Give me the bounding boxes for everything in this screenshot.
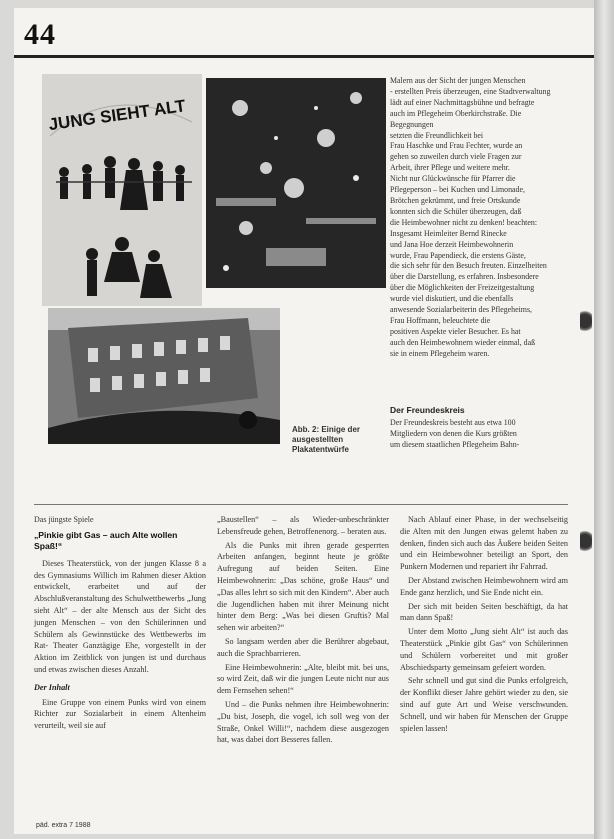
section-heading-freundeskreis: Der Freundeskreis	[390, 405, 465, 415]
paragraph: So langsam werden aber die Berührer abgebaut, auch die Sprachbarrieren.	[217, 636, 389, 658]
bottom-column-2	[217, 514, 389, 748]
text-line: anwesende Sozialarbeiterin des Pflegeheims,	[390, 305, 532, 315]
binder-clip-icon	[580, 528, 592, 554]
text-line: setzten die Freundlichkeit bei	[390, 130, 484, 140]
paragraph: Nach Ablauf einer Phase, in der wechselseitig die Alten mit den Jungen etwas gelernt haben zu denken, finden sich auch das Äußere beiden Seiten und ein Heimbewohner beteiligt an Sport, den Punkern Modernen und repariert ihr Fahrrad.	[400, 515, 568, 572]
text-line: die sich sehr für den Besuch freuten. Einzelheiten	[390, 261, 547, 271]
paragraph: Eine Heimbewohnerin: „Alte, bleibt mit. bei uns, so wird Zeit, daß wir die jungen Leute nicht nur aus dem Fernsehen sehen!“	[217, 662, 389, 696]
paragraph: „Baustellen“ – als Wieder-unbeschränkter Lebensfreude gehen, Betroffenenorg. – beraten aus.	[217, 515, 389, 536]
poster-title-text: JUNG SIEHT ALT	[47, 96, 187, 135]
paragraph: Als die Punks mit ihren gerade gesperrten Arbeiten anfangen, beginnt heute je größte Aufregung auf beiden Seiten. Eine Heimbewohnerin: „Das schöne, große Haus“ und „Das alles lehrt so sich mit den Kindern“. Aber auch die Jugendlichen haben mit ihrer Meinung nicht hinter dem Berg: „Was bei diesen Gruftis? Mal sehen wir arbeiten?“	[217, 540, 389, 633]
text-line: auch im Pflegeheim Oberkirchstraße. Die Begegnungen	[390, 108, 522, 129]
paragraph: Der sich mit beiden Seiten beschäftigt, da hat man dann Spaß!	[400, 601, 568, 623]
bottom-column-1	[34, 514, 206, 734]
text-line: wurde, Frau Papendieck, die erstens Gäste,	[390, 250, 526, 260]
text-line: konnten sich die Schüler überzeugen, daß	[390, 206, 522, 216]
text-line: über die Möglichkeiten der Freizeitgestaltung	[390, 283, 535, 293]
text-line: positiven Aspekte vieler Besucher. Es hat	[390, 326, 521, 336]
subheading-der-inhalt: Der Inhalt	[34, 682, 70, 692]
text-line: Frau Haschke und Frau Fechter, wurde an	[390, 141, 523, 151]
column-kicker: Das jüngste Spiele	[34, 515, 94, 524]
text-line: über die Darstellung, es erfahren. Insbesondere	[390, 272, 539, 282]
text-line: und Jana Hoe derzeit Heimbewohnerin	[390, 239, 514, 249]
freundeskreis-text	[390, 418, 566, 451]
paragraph: Der Abstand zwischen Heimbewohnern wird am Ende ganz herzlich, und Sie Ende nicht ein.	[400, 575, 568, 597]
text-line: Insgesamt Heimleiter Bernd Rinecke	[390, 228, 507, 238]
poster-image-building	[48, 308, 280, 444]
text-line: Brötchen gekrümmt, und freie Ortskunde	[390, 195, 521, 205]
text-line: Arbeit, ihrer Pflege und weitere mehr.	[390, 163, 510, 173]
text-line: Malern aus der Sicht der jungen Menschen	[390, 76, 526, 85]
poster-image-jung-sieht-alt	[42, 74, 202, 306]
paragraph: Unter dem Motto „Jung sieht Alt“ ist auch das Theaterstück „Pinkie gibt Gas“ von Schülerinnen und Schülern vorbereitet und mit großer Abschiedsparty gemeinsam gefeiert worden.	[400, 627, 568, 672]
text-line: die Heimbewohner nicht zu denken! beachten:	[390, 217, 538, 227]
text-line: lädt auf einer Nachmittagsbühne und befragte	[390, 97, 535, 107]
text-line: Pflegeperson – bei Kuchen und Limonade,	[390, 185, 525, 195]
paragraph: Sehr schnell und gut sind die Punks erfolgreich, der Konflikt dieser Jahre gehört wieder zu den, sie sind auf gute Art und Weise verschwunden. Schnell, und wir haben für Menschen der Gruppe spielen lassen!	[400, 676, 568, 733]
text-line: - erstellten Preis überzeugen, eine Stadtverwaltung	[390, 86, 551, 96]
scan-edge	[594, 0, 614, 839]
text-line: sie in einem Pflegeheim waren.	[390, 348, 490, 358]
header-rule	[14, 55, 594, 58]
section-divider	[34, 504, 568, 505]
scanned-page	[14, 8, 594, 834]
binder-clip-icon	[580, 308, 592, 334]
article-headline: „Pinkie gibt Gas – auch Alte wollen Spaß!“	[34, 529, 178, 551]
text-line: Nicht nur Glückwünsche für Pfarrer die	[390, 174, 516, 184]
right-column-text	[390, 76, 566, 360]
text-line: Mitgliedern von denen die Kurs größten	[390, 428, 517, 438]
paragraph: Dieses Theaterstück, von der jungen Klasse 8 a des Gymnasiums Willich im Rahmen dieser Aktion entwickelt, erarbeitet und auf der Abschlußveranstaltung des Schulwettbewerbs „Jung sieht Alt“ – der alte Mensch aus der Sicht des jungen Menschen – von den Schülerinnen und Schülern als Gewinnstücke des Wettbewerbs im Rat- Theater Ganztägige Ehe, vorgestellt in der Aktion im Zeitblick von jungen ist und durchaus und etwas zwischen dieses Anzahl.	[34, 558, 206, 674]
paragraph: Und – die Punks nehmen ihre Heimbewohnerin: „Du bist, Joseph, die vogel, ich soll weg von der Straße, Onkel Willi!“, nachdem diese ausgezogen hat, was dabei dort Besseres fallen.	[217, 699, 389, 745]
page-number: 44	[24, 18, 56, 51]
text-line: auch den Heimbewohnern wieder einmal, daß	[390, 337, 536, 347]
text-line: gehen so zuweilen durch viele Fragen zur	[390, 152, 522, 162]
text-line: um diesem staatlichen Pflegeheim Bahn-	[390, 439, 520, 449]
text-line: wurde viel diskutiert, und die ebenfalls	[390, 294, 514, 304]
text-line: Frau Hoffmann, beleuchtete die	[390, 315, 491, 325]
bottom-column-3	[400, 514, 568, 736]
paragraph: Eine Gruppe von einem Punks wird von einem Richter zur Sozialarbeit in einem Altenheim verurteilt, weil sie auf	[34, 697, 206, 731]
image-caption: Abb. 2: Einige der ausgestellten Plakatentwürfe	[292, 425, 361, 454]
text-line: Der Freundeskreis besteht aus etwa 100	[390, 418, 516, 427]
poster-image-gathering	[206, 78, 386, 288]
page-footer: päd. extra 7 1988	[36, 822, 91, 829]
